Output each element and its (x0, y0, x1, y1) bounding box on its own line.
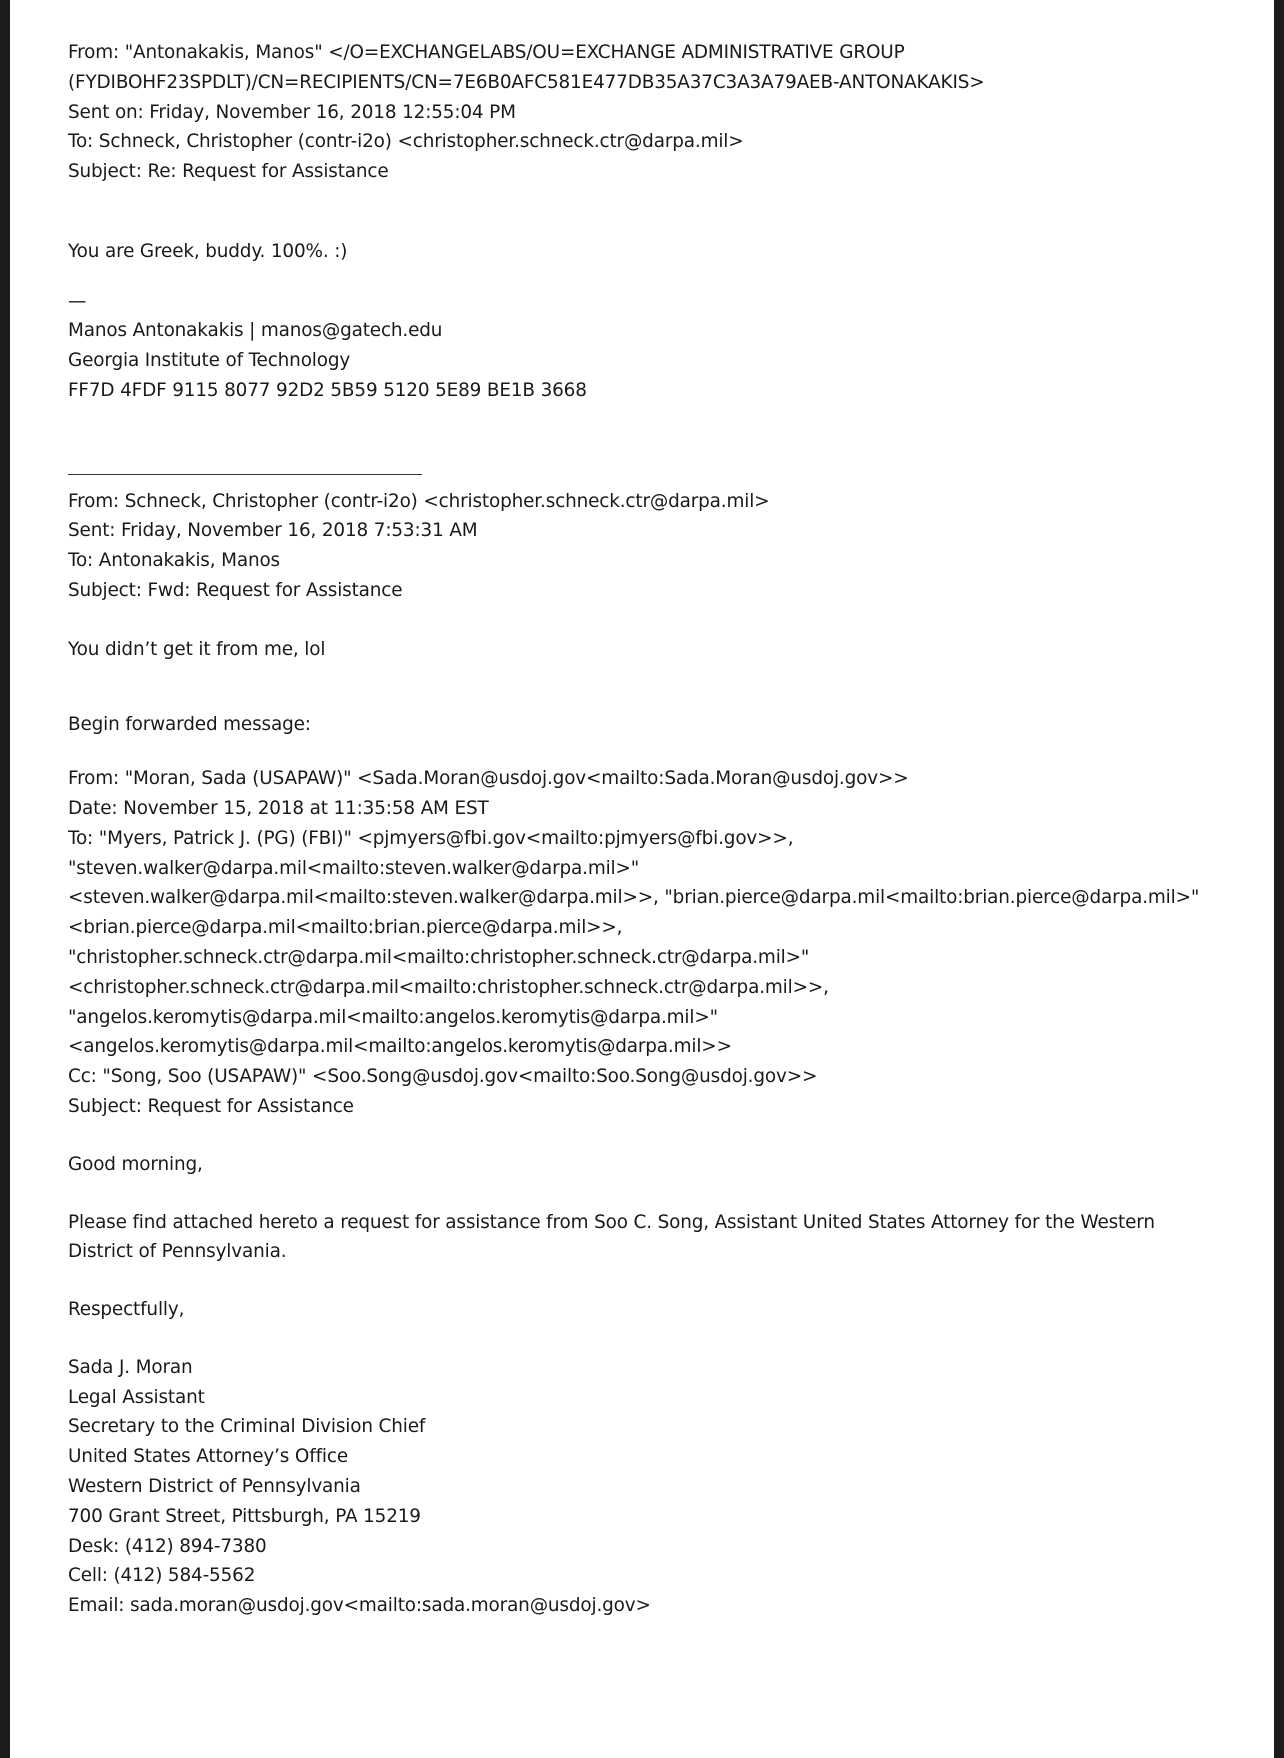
signature-line: Email: sada.moran@usdoj.gov<mailto:sada.moran@usdoj.gov> (68, 1595, 651, 1617)
reply-from-line-2: (FYDIBOHF23SPDLT)/CN=RECIPIENTS/CN=7E6B0AFC581E477DB35A37C3A3A79AEB-ANTONAKAKIS> (68, 71, 985, 93)
signature-line: Secretary to the Criminal Division Chief (68, 1416, 426, 1438)
original-to-line: <angelos.keromytis@darpa.mil<mailto:angelos.keromytis@darpa.mil>> (68, 1036, 732, 1058)
reply-subject: Subject: Re: Request for Assistance (68, 161, 389, 183)
original-to-line: <brian.pierce@darpa.mil<mailto:brian.pierce@darpa.mil>>, (68, 917, 623, 939)
signature-name-email: Manos Antonakakis | manos@gatech.edu (68, 320, 443, 342)
original-subject: Subject: Request for Assistance (68, 1095, 354, 1117)
signature-fingerprint: FF7D 4FDF 9115 8077 92D2 5B59 5120 5E89 BE1B 3668 (68, 379, 587, 401)
forward-to: To: Antonakakis, Manos (68, 550, 280, 572)
signature-line: United States Attorney’s Office (68, 1446, 348, 1468)
original-greeting: Good morning, (68, 1153, 203, 1175)
document-page (10, 0, 1274, 1758)
forward-from: From: Schneck, Christopher (contr-i2o) <christopher.schneck.ctr@darpa.mil> (68, 490, 770, 512)
signature-line: Desk: (412) 894-7380 (68, 1535, 267, 1557)
forward-subject: Subject: Fwd: Request for Assistance (68, 579, 403, 601)
original-closing: Respectfully, (68, 1299, 185, 1321)
reply-sent: Sent on: Friday, November 16, 2018 12:55:04 PM (68, 101, 516, 123)
original-from: From: "Moran, Sada (USAPAW)" <Sada.Moran@usdoj.gov<mailto:Sada.Moran@usdoj.gov>> (68, 768, 909, 790)
original-to-line: "steven.walker@darpa.mil<mailto:steven.walker@darpa.mil>" (68, 857, 640, 879)
forward-begin: Begin forwarded message: (68, 714, 311, 736)
original-cc: Cc: "Song, Soo (USAPAW)" <Soo.Song@usdoj.gov<mailto:Soo.Song@usdoj.gov>> (68, 1066, 818, 1088)
forward-sent: Sent: Friday, November 16, 2018 7:53:31 AM (68, 520, 478, 542)
original-to-line: To: "Myers, Patrick J. (PG) (FBI)" <pjmyers@fbi.gov<mailto:pjmyers@fbi.gov>>, (68, 827, 794, 849)
signature-institution: Georgia Institute of Technology (68, 350, 351, 372)
original-date: Date: November 15, 2018 at 11:35:58 AM EST (68, 797, 489, 819)
email-thread (68, 38, 1268, 1621)
original-to-line: <christopher.schneck.ctr@darpa.mil<mailto:christopher.schneck.ctr@darpa.mil>>, (68, 976, 829, 998)
message-divider (68, 474, 422, 475)
original-to-line: <steven.walker@darpa.mil<mailto:steven.walker@darpa.mil>>, "brian.pierce@darpa.mil<mailto:brian.pierce@darpa.mil>" (68, 887, 1200, 909)
reply-body: You are Greek, buddy. 100%. :) (68, 240, 348, 262)
original-to-line: "christopher.schneck.ctr@darpa.mil<mailto:christopher.schneck.ctr@darpa.mil>" (68, 946, 810, 968)
signature-line: Legal Assistant (68, 1386, 205, 1408)
original-body: Please find attached hereto a request for assistance from Soo C. Song, Assistant United States Attorney for the Western District of Pennsylvania. (68, 1211, 1155, 1263)
reply-from-line-1: From: "Antonakakis, Manos" </O=EXCHANGELABS/OU=EXCHANGE ADMINISTRATIVE GROUP (68, 42, 905, 63)
signature-line: Cell: (412) 584-5562 (68, 1565, 256, 1587)
reply-to: To: Schneck, Christopher (contr-i2o) <christopher.schneck.ctr@darpa.mil> (68, 131, 744, 153)
signature-line: 700 Grant Street, Pittsburgh, PA 15219 (68, 1505, 421, 1527)
signature-line: Western District of Pennsylvania (68, 1476, 361, 1498)
original-to-line: "angelos.keromytis@darpa.mil<mailto:angelos.keromytis@darpa.mil>" (68, 1006, 718, 1028)
signature-dash: — (68, 290, 87, 312)
forward-body: You didn’t get it from me, lol (68, 638, 326, 660)
signature-line: Sada J. Moran (68, 1356, 193, 1378)
